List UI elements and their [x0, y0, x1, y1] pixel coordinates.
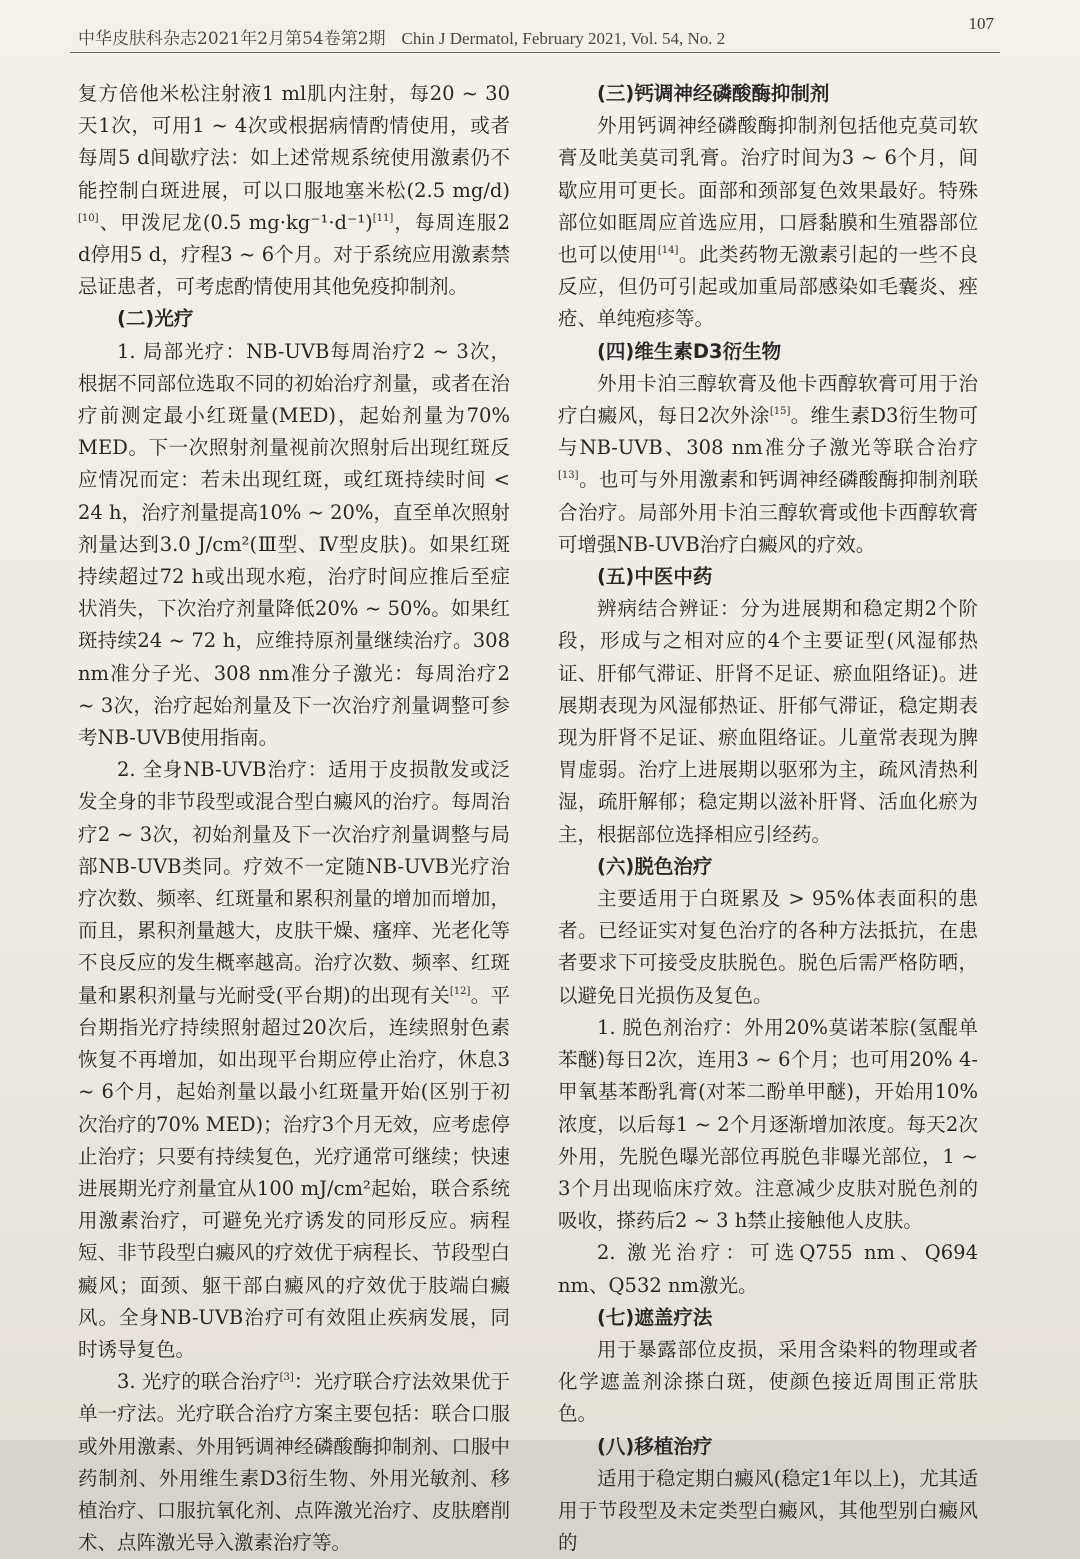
paragraph-local-phototherapy: 1. 局部光疗：NB-UVB每周治疗2 ~ 3次，根据不同部位选取不同的初始治疗剂量，或者在治疗前测定最小红斑量(MED)，起始剂量为70% MED。下一次照射剂量视前次照射后出现红斑反应情况而定：若未出现红斑，或红斑持续时间 < 24 h，治疗剂量提高10% ~ 20%，直至单次照射剂量达到3.0 J/cm²(Ⅲ型、Ⅳ型皮肤)。如果红斑持续超过72 h或出现水疱，治疗时间应推后至症状消失，下次治疗剂量降低20% ~ 50%。如果红斑持续24 ~ 72 h，应维持原剂量继续治疗。308 nm准分子光、308 nm准分子激光：每周治疗2 ~ 3次，治疗起始剂量及下一次治疗剂量调整可参考NB-UVB使用指南。	[78, 339, 510, 750]
paragraph-calcineurin-inhibitors: 外用钙调神经磷酸酶抑制剂包括他克莫司软膏及吡美莫司乳膏。治疗时间为3 ~ 6个月，间歇应用可更长。面部和颈部复色效果最好。特殊部位如眶周应首选应用，口唇黏膜和生殖器部位也可以使用[14]。此类药物无激素引起的一些不良反应，但仍可引起或加重局部感染如毛囊炎、痤疮、单纯疱疹等。	[558, 114, 978, 331]
paragraph-depigmentation-intro: 主要适用于白斑累及 > 95%体表面积的患者。已经证实对复色治疗的各种方法抵抗，在患者要求下可接受皮肤脱色。脱色后需严格防晒，以避免日光损伤及复色。	[558, 887, 978, 1007]
citation[interactable]: [14]	[657, 245, 679, 257]
section-heading-tcm: (五)中医中药	[597, 565, 713, 589]
citation[interactable]: [13]	[558, 470, 579, 482]
paragraph-vitamin-d3: 外用卡泊三醇软膏及他卡西醇软膏可用于治疗白癜风，每日2次外涂[15]。维生素D3衍生物可与NB-UVB、308 nm准分子激光等联合治疗[13]。也可与外用激素和钙调神经磷酸酶抑制剂联合治疗。局部外用卡泊三醇软膏或他卡西醇软膏可增强NB-UVB治疗白癜风的疗效。	[558, 371, 978, 556]
header-rule	[70, 52, 1000, 53]
section-heading-camouflage: (七)遮盖疗法	[597, 1305, 713, 1329]
journal-title-en: Chin J Dermatol, February 2021, Vol. 54, No. 2	[401, 29, 726, 48]
paragraph-laser-therapy: 2. 激光治疗：可选Q755 nm、Q694 nm、Q532 nm激光。	[558, 1241, 978, 1297]
section-heading-vitamin-d3: (四)维生素D3衍生物	[597, 339, 782, 363]
citation[interactable]: [10]	[78, 212, 99, 224]
citation[interactable]: [12]	[449, 985, 471, 997]
paragraph-camouflage: 用于暴露部位皮损，采用含染料的物理或者化学遮盖剂涂搽白斑，使颜色接近周围正常肤色。	[558, 1337, 978, 1426]
paragraph-full-body-nbuvb: 2. 全身NB-UVB治疗：适用于皮损散发或泛发全身的非节段型或混合型白癜风的治疗。每周治疗2 ~ 3次，初始剂量及下一次治疗剂量调整与局部NB-UVB类同。疗效不一定随NB-UVB光疗治疗次数、频率、红斑量和累积剂量的增加而增加，而且，累积剂量越大，皮肤干燥、瘙痒、光老化等不良反应的发生概率越高。治疗次数、频率、红斑量和累积剂量与光耐受(平台期)的出现有关[12]。平台期指光疗持续照射超过20次后，连续照射色素恢复不再增加，如出现平台期应停止治疗，休息3 ~ 6个月，起始剂量以最小红斑量开始(区别于初次治疗的70% MED)；治疗3个月无效，应考虑停止治疗；只要有持续复色，光疗通常可继续；快速进展期光疗剂量宜从100 mJ/cm²起始，联合系统用激素治疗，可避免光疗诱发的同形反应。病程短、非节段型白癜风的疗效优于病程长、节段型白癜风；面颈、躯干部白癜风的疗效优于肢端白癜风。全身NB-UVB治疗可有效阻止疾病发展，同时诱导复色。	[78, 758, 510, 1361]
paragraph-combined-phototherapy: 3. 光疗的联合治疗[3]：光疗联合疗法效果优于单一疗法。光疗联合治疗方案主要包括：联合口服或外用激素、外用钙调神经磷酸酶抑制剂、口服中药制剂、外用维生素D3衍生物、外用光敏剂、移植治疗、口服抗氧化剂、点阵激光治疗、皮肤磨削术、点阵激光导入激素治疗等。	[78, 1370, 510, 1555]
running-header	[78, 24, 985, 49]
section-heading-transplant: (八)移植治疗	[597, 1434, 713, 1458]
paragraph-tcm: 辨病结合辨证：分为进展期和稳定期2个阶段，形成与之相对应的4个主要证型(风湿郁热证、肝郁气滞证、肝肾不足证、瘀血阻络证)。进展期表现为风湿郁热证、肝郁气滞证，稳定期表现为肝肾不足证、瘀血阻络证。儿童常表现为脾胃虚弱。治疗上进展期以驱邪为主，疏风清热利湿，疏肝解郁；稳定期以滋补肝肾、活血化瘀为主，根据部位选择相应引经药。	[558, 597, 978, 846]
section-heading-depigmentation: (六)脱色治疗	[597, 854, 713, 878]
section-heading-phototherapy: (二)光疗	[117, 307, 194, 331]
section-heading-calcineurin-inhibitors: (三)钙调神经磷酸酶抑制剂	[597, 82, 830, 105]
left-column	[78, 78, 510, 1559]
page-number: 107	[968, 14, 994, 33]
citation[interactable]: [11]	[372, 212, 394, 224]
paragraph-depigmenting-agents: 1. 脱色剂治疗：外用20%莫诺苯腙(氢醌单苯醚)每日2次，连用3 ~ 6个月；也可用20% 4-甲氧基苯酚乳膏(对苯二酚单甲醚)，开始用10%浓度，以后每1 ~ 2个月逐渐增加浓度。每天2次外用，先脱色曝光部位再脱色非曝光部位，1 ~ 3个月出现临床疗效。注意减少皮肤对脱色剂的吸收，搽药后2 ~ 3 h禁止接触他人皮肤。	[558, 1015, 978, 1233]
citation[interactable]: [15]	[769, 406, 791, 418]
journal-title-cn: 中华皮肤科杂志2021年2月第54卷第2期	[78, 29, 386, 49]
right-column	[558, 78, 978, 1559]
paragraph-transplant: 适用于稳定期白癜风(稳定1年以上)，尤其适用于节段型及未定类型白癜风，其他型别白癜风的	[558, 1466, 978, 1555]
paragraph-systemic-steroids: 复方倍他米松注射液1 ml肌内注射，每20 ~ 30天1次，可用1 ~ 4次或根据病情酌情使用，或者每周5 d间歇疗法：如上述常规系统使用激素仍不能控制白斑进展，可以口服地塞米松(2.5 mg/d)[10]、甲泼尼龙(0.5 mg·kg⁻¹·d⁻¹)[11]，每周连服2 d停用5 d，疗程3 ~ 6个月。对于系统应用激素禁忌证患者，可考虑酌情使用其他免疫抑制剂。	[78, 82, 510, 299]
citation[interactable]: [3]	[279, 1372, 294, 1384]
